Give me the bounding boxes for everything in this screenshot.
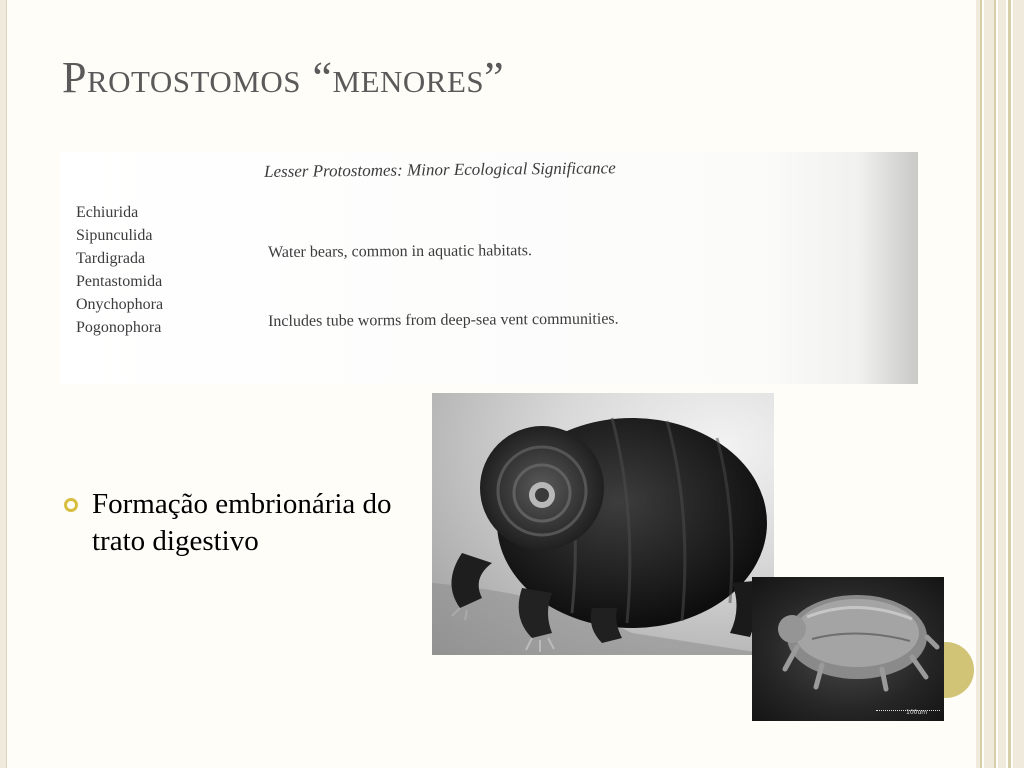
description-tardigrada: Water bears, common in aquatic habitats. — [268, 242, 533, 261]
list-item: Pentastomida — [76, 273, 163, 290]
bullet-text: Formação embrionária do trato digestivo — [92, 488, 392, 557]
tardigrade-icon — [432, 393, 774, 655]
left-border — [0, 0, 7, 768]
phyla-list — [76, 201, 163, 339]
scan-heading: Lesser Protostomes: Minor Ecological Significance — [264, 158, 616, 181]
tardigrade-photo-small — [752, 577, 944, 721]
slide-title: Protostomos “menores” — [62, 53, 505, 102]
tardigrade-photo-large — [432, 393, 774, 655]
list-item: Echiurida — [76, 204, 139, 221]
scale-label: 100um — [906, 709, 928, 716]
list-item: Onychophora — [76, 296, 164, 313]
scanned-table-image — [60, 152, 918, 384]
bullet-circle-icon — [64, 498, 78, 512]
right-decoration — [976, 0, 1024, 768]
tardigrade-small-icon — [752, 577, 944, 721]
list-item: Sipunculida — [76, 227, 153, 244]
list-item: Pogonophora — [76, 319, 162, 336]
description-pogonophora: Includes tube worms from deep-sea vent communities. — [268, 310, 619, 330]
list-item: Tardigrada — [76, 250, 146, 267]
